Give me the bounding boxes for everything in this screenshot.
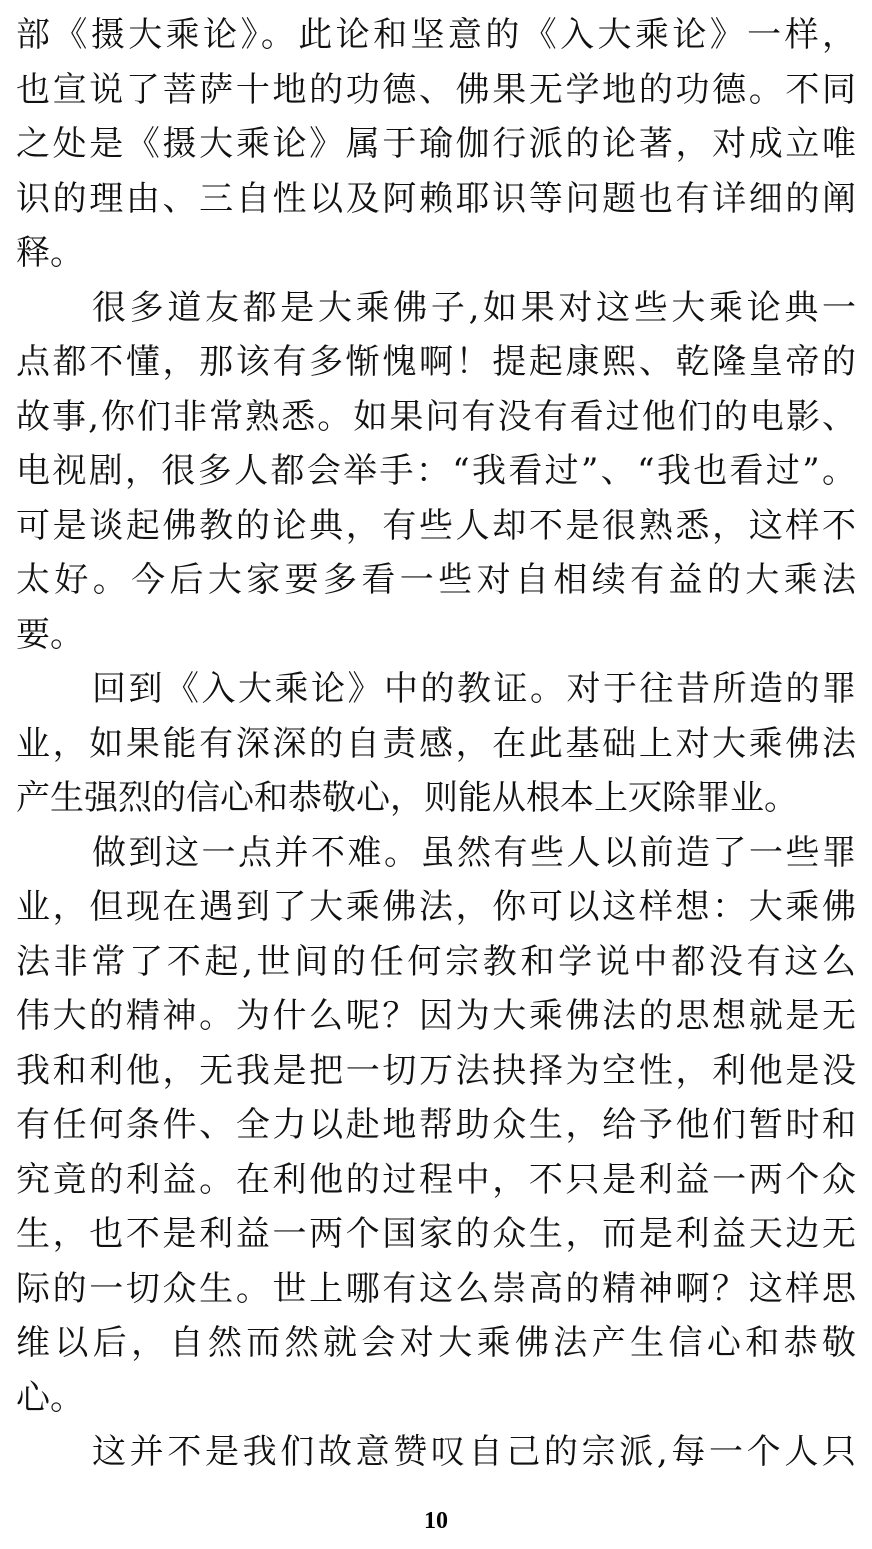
text-line: 法非常了不起,世间的任何宗教和学说中都没有这么: [16, 941, 856, 982]
text-line: 究竟的利益。在利他的过程中，不只是利益一两个众: [16, 1159, 856, 1200]
page-number: 10: [424, 1508, 448, 1534]
text-line: 我和利他，无我是把一切万法抉择为空性，利他是没: [16, 1050, 856, 1091]
text-line: 际的一切众生。世上哪有这么崇高的精神啊？这样思: [16, 1268, 856, 1309]
text-line: 部《摄大乘论》。此论和坚意的《入大乘论》一样，: [16, 15, 856, 55]
text-line: 很多道友都是大乘佛子,如果对这些大乘论典一: [92, 287, 856, 328]
text-line: 维以后，自然而然就会对大乘佛法产生信心和恭敬: [16, 1323, 856, 1363]
text-line: 心。: [16, 1377, 84, 1418]
text-line: 产生强烈的信心和恭敬心，则能从根本上灭除罪业。: [16, 778, 798, 818]
text-line: 可是谈起佛教的论典，有些人却不是很熟悉，这样不: [16, 505, 856, 546]
text-line: 回到《入大乘论》中的教证。对于往昔所造的罪: [92, 669, 856, 709]
text-line: 故事,你们非常熟悉。如果问有没有看过他们的电影、: [16, 396, 856, 437]
text-line: 伟大的精神。为什么呢？因为大乘佛法的思想就是无: [16, 996, 856, 1036]
text-line: 这并不是我们故意赞叹自己的宗派,每一个人只: [92, 1432, 856, 1472]
text-line: 也宣说了菩萨十地的功德、佛果无学地的功德。不同: [16, 69, 856, 110]
text-line: 做到这一点并不难。虽然有些人以前造了一些罪: [92, 832, 856, 873]
body-text: [16, 8, 856, 1480]
text-line: 释。: [16, 233, 84, 273]
text-line: 太好。今后大家要多看一些对自相续有益的大乘法: [16, 560, 856, 600]
text-line: 业，如果能有深深的自责感，在此基础上对大乘佛法: [16, 723, 856, 764]
text-line: 点都不懂，那该有多惭愧啊！提起康熙、乾隆皇帝的: [16, 342, 856, 382]
text-line: 电视剧，很多人都会举手：“我看过”、“我也看过”。: [16, 451, 856, 491]
text-line: 生，也不是利益一两个国家的众生，而是利益天边无: [16, 1214, 856, 1254]
text-line: 有任何条件、全力以赴地帮助众生，给予他们暂时和: [16, 1105, 856, 1145]
text-line: 之处是《摄大乘论》属于瑜伽行派的论著，对成立唯: [16, 124, 856, 164]
text-line: 要。: [16, 614, 84, 655]
text-line: 识的理由、三自性以及阿赖耶识等问题也有详细的阐: [16, 178, 856, 219]
text-line: 业，但现在遇到了大乘佛法，你可以这样想：大乘佛: [16, 887, 856, 927]
